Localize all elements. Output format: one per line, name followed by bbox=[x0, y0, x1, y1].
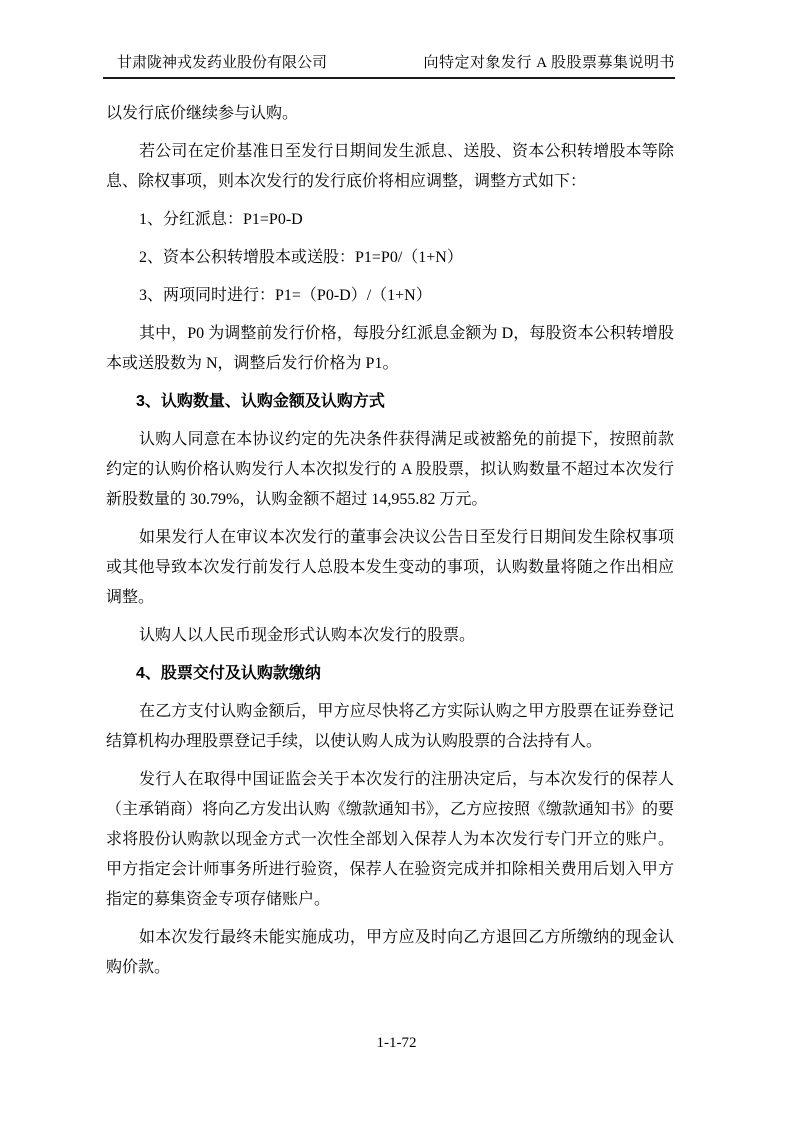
paragraph: 在乙方支付认购金额后，甲方应尽快将乙方实际认购之甲方股票在证券登记结算机构办理股票登记手续，以使认购人成为认购股票的合法持有人。 bbox=[106, 703, 674, 750]
page-footer bbox=[0, 1033, 793, 1053]
section-heading-4: 4、股票交付及认购款缴纳 bbox=[136, 665, 321, 682]
page-number: 1-1-72 bbox=[376, 1035, 417, 1051]
document-body bbox=[106, 99, 674, 983]
paragraph: 认购人以人民币现金形式认购本次发行的股票。 bbox=[139, 627, 476, 644]
paragraph: 其中，P0 为调整前发行价格，每股分红派息金额为 D，每股资本公积转增股本或送股数为 N，调整后发行价格为 P1。 bbox=[106, 325, 674, 372]
paragraph: 如果发行人在审议本次发行的董事会决议公告日至发行日期间发生除权事项或其他导致本次发行前发行人总股本发生变动的事项，认购数量将随之作出相应调整。 bbox=[106, 529, 674, 606]
paragraph: 认购人同意在本协议约定的先决条件获得满足或被豁免的前提下，按照前款约定的认购价格认购发行人本次拟发行的 A 股股票，拟认购数量不超过本次发行新股数量的 30.79%，认购金额不超过 14,955.82 万元。 bbox=[106, 431, 674, 508]
section-heading-3: 3、认购数量、认购金额及认购方式 bbox=[136, 393, 385, 410]
paragraph: 发行人在取得中国证监会关于本次发行的注册决定后，与本次发行的保荐人（主承销商）将向乙方发出认购《缴款通知书》，乙方应按照《缴款通知书》的要求将股份认购款以现金方式一次性全部划入保荐人为本次发行专门开立的账户。甲方指定会计师事务所进行验资，保荐人在验资完成并扣除相关费用后划入甲方指定的募集资金专项存储账户。 bbox=[106, 771, 675, 908]
paragraph: 若公司在定价基准日至发行日期间发生派息、送股、资本公积转增股本等除息、除权事项，则本次发行的发行底价将相应调整，调整方式如下： bbox=[106, 143, 674, 190]
header-document-title: 向特定对象发行 A 股股票募集说明书 bbox=[423, 55, 675, 71]
paragraph-continuation: 以发行底价继续参与认购。 bbox=[106, 105, 299, 122]
paragraph: 如本次发行最终未能实施成功，甲方应及时向乙方退回乙方所缴纳的现金认购价款。 bbox=[106, 929, 674, 976]
page-header bbox=[103, 54, 675, 79]
formula-dividend: 1、分红派息：P1=P0-D bbox=[139, 211, 303, 228]
header-company-name: 甘肃陇神戎发药业股份有限公司 bbox=[117, 55, 328, 71]
formula-capitalization: 2、资本公积转增股本或送股：P1=P0/（1+N） bbox=[139, 249, 463, 266]
formula-combined: 3、两项同时进行：P1=（P0-D）/（1+N） bbox=[139, 287, 432, 304]
